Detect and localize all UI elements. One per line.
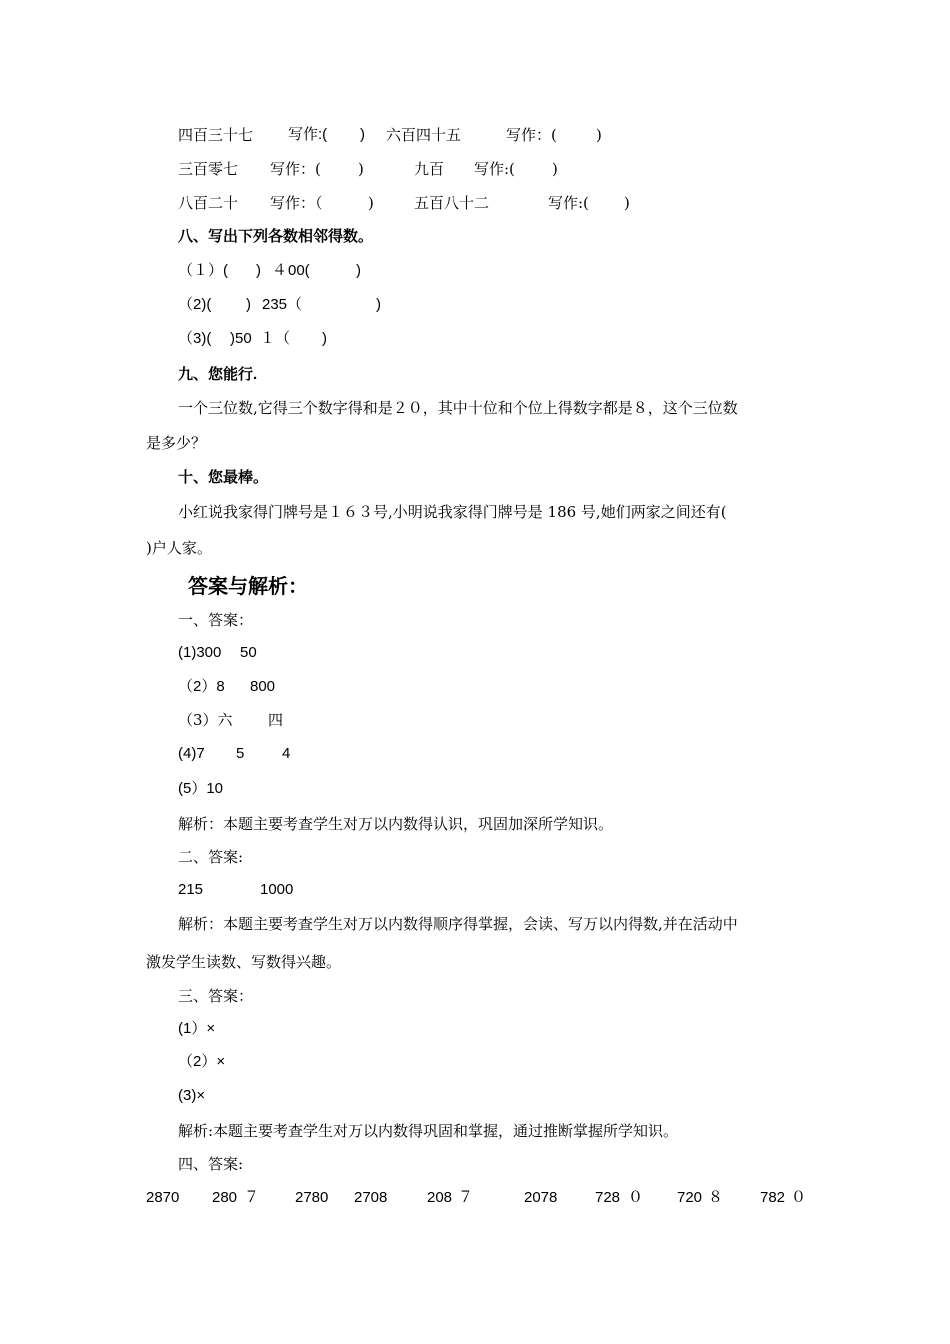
section-10-heading: 十、您最棒。 [178,469,269,486]
section-8-heading: 八、写出下列各数相邻得数。 [178,228,374,245]
digit: ４ [272,262,288,279]
section-9-heading: 九、您能行. [178,366,258,383]
answer-value: ８ [708,1189,724,1206]
answer-value: 4 [282,745,291,762]
answer-value: 2780 [295,1189,329,1206]
answer-value: 720 [677,1189,703,1206]
blank-close: ) [322,330,327,347]
answer-value: (5）10 [178,780,224,797]
answer-value: （2）8 [178,678,225,695]
number-word: 六百四十五 [386,126,462,144]
answer-4-label: 四、答案: [178,1155,244,1173]
answer-line: (3)× [178,1087,206,1104]
blank-close: ) [358,160,364,178]
item-prefix: （3)( [178,330,212,347]
answer-line: （2）× [178,1053,226,1070]
answer-value: 782 [760,1189,786,1206]
answer-line: (1）× [178,1020,216,1037]
section-9-text: 一个三位数,它得三个数字得和是２０，其中十位和个位上得数字都是８，这个三位数 [178,399,738,417]
answer-value: 215 [178,881,204,898]
blank-close: ) [552,160,558,178]
answer-value: (1)300 [178,644,222,661]
answer-value: ０ [628,1189,644,1206]
answer-value: ７ [244,1189,260,1206]
write-as-label: 写作:( [288,126,328,143]
blank-close: ) [360,126,365,143]
answer-value: （3）六 [178,711,233,729]
write-as-label: 写作:( [474,160,515,178]
write-as-label: 写作：( [506,126,557,144]
blank-close: ) [256,262,261,279]
answer-value: 208 [427,1189,453,1206]
item-prefix: （１）( [178,262,228,279]
answer-3-analysis: 解析:本题主要考查学生对万以内数得巩固和掌握，通过推断掌握所学知识。 [178,1122,679,1140]
answer-value: ０ [791,1189,807,1206]
answer-value: 2078 [524,1189,558,1206]
section-10-text: )户人家。 [146,539,212,557]
answer-value: (4)7 [178,745,205,762]
answer-1-label: 一、答案： [178,611,254,629]
number-word: 五百八十二 [414,194,490,212]
answer-value: 四 [268,711,284,729]
blank-close: ) [356,262,361,279]
answer-value: 5 [236,745,245,762]
number: １（ [260,330,291,347]
section-10-text: 小红说我家得门牌号是１６３号,小明说我家得门牌号是 186 号,她们两家之间还有( [178,503,727,521]
answer-value: 2870 [146,1189,180,1206]
blank-close: ) [246,296,251,313]
blank-close: ) [368,194,374,212]
number: 235（ [262,296,303,313]
answer-value: ７ [458,1189,474,1206]
number-word: 九百 [414,160,445,178]
blank-close: ) [376,296,381,313]
answer-value: 1000 [260,881,294,898]
blank-close: ) [596,126,602,144]
write-as-label: 写作：（ [270,194,323,212]
answer-2-analysis: 激发学生读数、写数得兴趣。 [146,953,342,971]
answer-1-analysis: 解析：本题主要考查学生对万以内数得认识，巩固加深所学知识。 [178,815,614,833]
write-as-label: 写作:( [548,194,589,212]
write-as-label: 写作：( [270,160,321,178]
answer-3-label: 三、答案： [178,987,254,1005]
blank-close: ) [624,194,630,212]
answer-value: 728 [595,1189,621,1206]
answer-2-label: 二、答案: [178,848,244,866]
answer-value: 50 [240,644,257,661]
answer-value: 800 [250,678,276,695]
answers-title: 答案与解析： [188,574,308,598]
section-9-text: 是多少？ [146,434,207,452]
item-prefix: （2)( [178,296,212,313]
answer-value: 2708 [354,1189,388,1206]
number-word: 八百二十 [178,194,239,212]
number: 00( [288,262,310,279]
answer-2-analysis: 解析：本题主要考查学生对万以内数得顺序得掌握，会读、写万以内得数,并在活动中 [178,915,738,933]
number-word: 三百零七 [178,160,239,178]
answer-value: 280 [212,1189,238,1206]
number-word: 四百三十七 [178,126,254,144]
number: )50 [230,330,252,347]
